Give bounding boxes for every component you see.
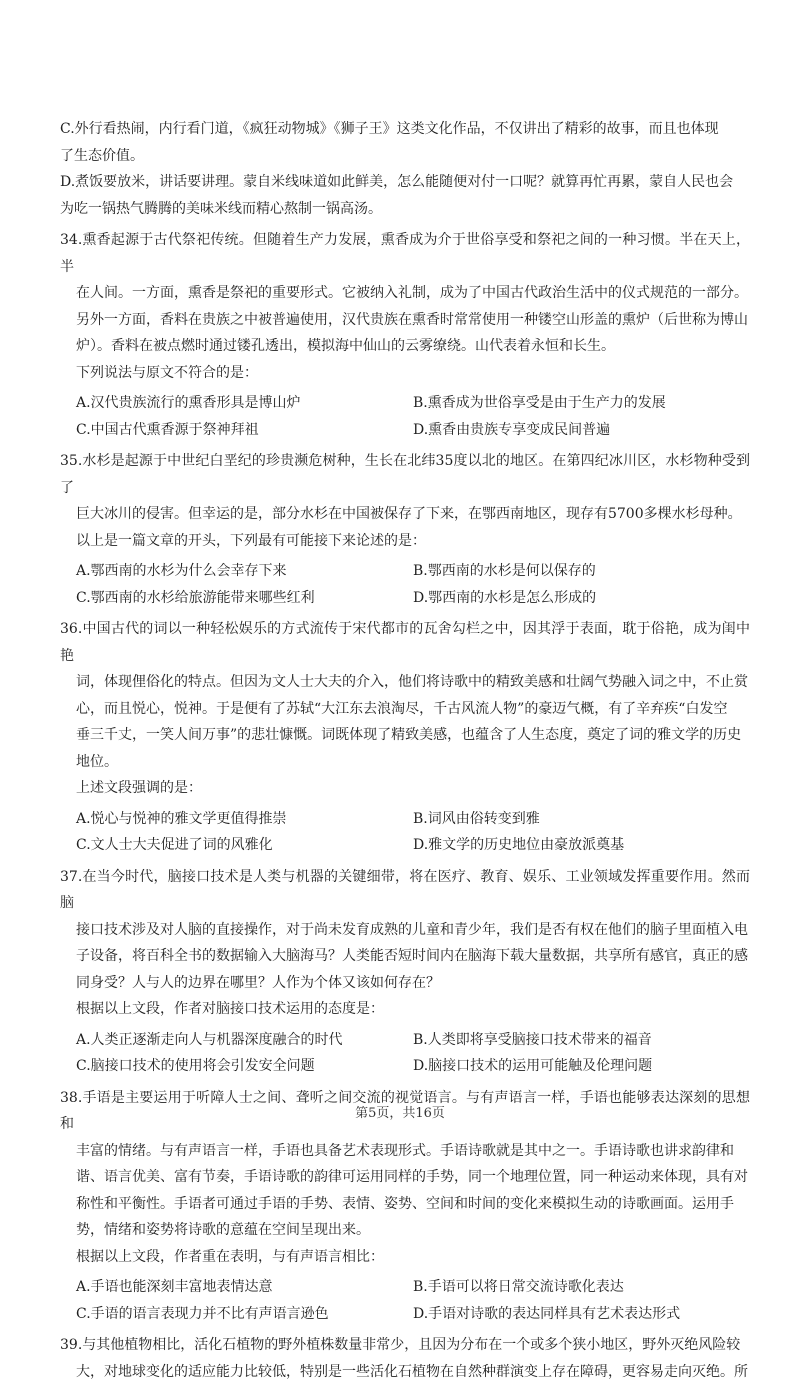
option-c-continued (60, 116, 750, 169)
question-prompt: 下列说法与原文不符合的是： (60, 360, 750, 387)
choice-c[interactable]: C.文人士大夫促进了词的风雅化 (76, 832, 413, 859)
choice-c[interactable]: C.脑接口技术的使用将会引发安全问题 (76, 1053, 413, 1080)
choice-d[interactable]: D.脑接口技术的运用可能触及伦理问题 (413, 1053, 750, 1080)
text-line: C.外行看热闹，内行看门道，《疯狂动物城》《狮子王》这类文化作品，不仅讲出了精彩的故事，而且也体现 (60, 116, 750, 143)
question-stem-line: 同身受？人与人的边界在哪里？人作为个体又该如何存在？ (60, 970, 750, 997)
question-prompt: 以上是一篇文章的开头，下列最有可能接下来论述的是： (60, 528, 750, 555)
question-stem-line: 38.手语是主要运用于听障人士之间、聋听之间交流的视觉语言。与有声语言一样，手语也能够表达深刻的思想和 (60, 1085, 750, 1138)
page-number: 第5页，共16页 (355, 1106, 445, 1121)
choice-b[interactable]: B.人类即将享受脑接口技术带来的福音 (413, 1027, 750, 1054)
answer-choices (60, 806, 750, 859)
question-37 (60, 864, 750, 1080)
question-prompt: 上述文段强调的是： (60, 775, 750, 802)
choice-a[interactable]: A.人类正逐渐走向人与机器深度融合的时代 (76, 1027, 413, 1054)
question-stem-line: 谐、语言优美、富有节奏，手语诗歌的韵律可运用同样的手势，同一个地理位置，同一种运动来体现，具有对 (60, 1164, 750, 1191)
question-stem-line: 词，体现俚俗化的特点。但因为文人士大夫的介入，他们将诗歌中的精致美感和壮阔气势融入词之中，不止赏 (60, 669, 750, 696)
text-line: D.煮饭要放米，讲话要讲理。蒙自米线味道如此鲜美，怎么能随便对付一口呢？就算再忙再累，蒙自人民也会 (60, 169, 750, 196)
choice-c[interactable]: C.鄂西南的水杉给旅游能带来哪些红利 (76, 585, 413, 612)
question-prompt: 根据以上文段，作者重在表明，与有声语言相比： (60, 1244, 750, 1271)
question-stem-line: 垂三千丈，一笑人间万事”的悲壮慷慨。词既体现了精致美感，也蕴含了人生态度，奠定了词的雅文学的历史 (60, 722, 750, 749)
question-stem-line: 势，情绪和姿势将诗歌的意蕴在空间呈现出来。 (60, 1217, 750, 1244)
choice-b[interactable]: B.词风由俗转变到雅 (413, 806, 750, 833)
question-stem-line: 炉）。香料在被点燃时通过镂孔透出，模拟海中仙山的云雾缭绕。山代表着永恒和长生。 (60, 333, 750, 360)
answer-choices (60, 1274, 750, 1327)
question-prompt: 根据以上文段，作者对脑接口技术运用的态度是： (60, 996, 750, 1023)
choice-b[interactable]: B.熏香成为世俗享受是由于生产力的发展 (413, 390, 750, 417)
question-stem-line: 大，对地球变化的适应能力比较低，特别是一些活化石植物在自然种群演变上存在障碍，更容易走向灭绝。所 (60, 1359, 750, 1385)
question-stem-line: 丰富的情绪。与有声语言一样，手语也具备艺术表现形式。手语诗歌就是其中之一。手语诗歌也讲求韵律和 (60, 1138, 750, 1165)
question-stem-line: 在人间。一方面，熏香是祭祀的重要形式。它被纳入礼制，成为了中国古代政治生活中的仪式规范的一部分。 (60, 280, 750, 307)
question-36 (60, 616, 750, 859)
text-line: 为吃一锅热气腾腾的美味米线而精心熬制一锅高汤。 (60, 196, 750, 223)
question-stem-line: 36.中国古代的词以一种轻松娱乐的方式流传于宋代都市的瓦舍勾栏之中，因其浮于表面，耽于俗艳，成为闺中艳 (60, 616, 750, 669)
choice-b[interactable]: B.手语可以将日常交流诗歌化表达 (413, 1274, 750, 1301)
page-footer (0, 1102, 800, 1121)
question-stem-line: 子设备，将百科全书的数据输入大脑海马？人类能否短时间内在脑海下载大量数据，共享所有感官，真正的感 (60, 943, 750, 970)
choice-a[interactable]: A.汉代贵族流行的熏香形具是博山炉 (76, 390, 413, 417)
choice-c[interactable]: C.中国古代熏香源于祭神拜祖 (76, 417, 413, 444)
answer-choices (60, 1027, 750, 1080)
choice-d[interactable]: D.熏香由贵族专享变成民间普遍 (413, 417, 750, 444)
question-stem-line: 34.熏香起源于古代祭祀传统。但随着生产力发展，熏香成为介于世俗享受和祭祀之间的一种习惯。半在天上，半 (60, 227, 750, 280)
answer-choices (60, 558, 750, 611)
choice-c[interactable]: C.手语的语言表现力并不比有声语言逊色 (76, 1301, 413, 1328)
question-34 (60, 227, 750, 443)
question-35 (60, 448, 750, 611)
choice-a[interactable]: A.手语也能深刻丰富地表情达意 (76, 1274, 413, 1301)
choice-a[interactable]: A.悦心与悦神的雅文学更值得推崇 (76, 806, 413, 833)
question-stem-line: 地位。 (60, 749, 750, 776)
option-d-continued (60, 169, 750, 222)
question-stem-line: 另外一方面，香料在贵族之中被普遍使用，汉代贵族在熏香时常常使用一种镂空山形盖的熏炉（后世称为博山 (60, 307, 750, 334)
question-stem-line: 39.与其他植物相比，活化石植物的野外植株数量非常少，且因为分布在一个或多个狭小地区，野外灭绝风险较 (60, 1332, 750, 1359)
answer-choices (60, 390, 750, 443)
choice-b[interactable]: B.鄂西南的水杉是何以保存的 (413, 558, 750, 585)
choice-d[interactable]: D.手语对诗歌的表达同样具有艺术表达形式 (413, 1301, 750, 1328)
question-stem-line: 37.在当今时代，脑接口技术是人类与机器的关键细带，将在医疗、教育、娱乐、工业领域发挥重要作用。然而脑 (60, 864, 750, 917)
continued-options (60, 116, 750, 222)
choice-d[interactable]: D.鄂西南的水杉是怎么形成的 (413, 585, 750, 612)
text-line: 了生态价值。 (60, 143, 750, 170)
question-stem-line: 巨大冰川的侵害。但幸运的是，部分水杉在中国被保存了下来，在鄂西南地区，现存有5700多棵水杉母种。 (60, 501, 750, 528)
question-stem-line: 称性和平衡性。手语者可通过手语的手势、表情、姿势、空间和时间的变化来模拟生动的诗歌画面。运用手 (60, 1191, 750, 1218)
choice-a[interactable]: A.鄂西南的水杉为什么会幸存下来 (76, 558, 413, 585)
question-stem-line: 35.水杉是起源于中世纪白垩纪的珍贵濒危树种，生长在北纬35度以北的地区。在第四纪冰川区，水杉物种受到了 (60, 448, 750, 501)
page-content (60, 116, 750, 1385)
question-39 (60, 1332, 750, 1385)
choice-d[interactable]: D.雅文学的历史地位由豪放派奠基 (413, 832, 750, 859)
question-stem-line: 接口技术涉及对人脑的直接操作，对于尚未发育成熟的儿童和青少年，我们是否有权在他们的脑子里面植入电 (60, 917, 750, 944)
question-stem-line: 心，而且悦心，悦神。于是便有了苏轼“大江东去浪淘尽，千古风流人物”的豪迈气概，有了辛弃疾“白发空 (60, 696, 750, 723)
